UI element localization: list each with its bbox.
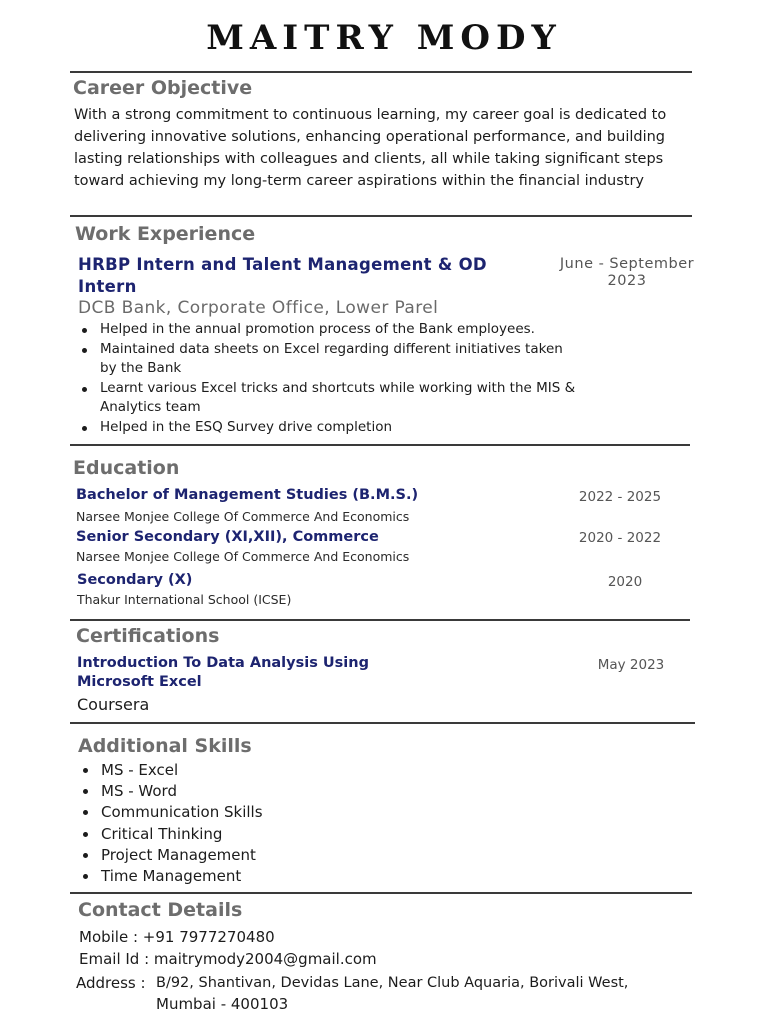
contact-address-label: Address : [76,974,146,992]
section-title-additional-skills: Additional Skills [78,735,252,757]
section-title-education: Education [73,457,180,479]
certification-course: Introduction To Data Analysis Using Microsoft Excel [77,655,369,690]
skill-item: MS - Excel [79,760,379,781]
certification-date: May 2023 [597,657,665,673]
job-dates: June - September 2023 [559,256,695,289]
skill-item: Communication Skills [79,802,379,823]
company-name: DCB Bank, Corporate Office, Lower Parel [78,298,439,318]
education-dates: 2020 - 2022 [578,530,662,546]
experience-bullets [78,320,583,437]
divider [70,892,692,894]
divider [70,215,692,217]
contact-address-line-1: B/92, Shantivan, Devidas Lane, Near Club Aquaria, Borivali West, [156,975,629,991]
experience-bullet: Maintained data sheets on Excel regarding different initiatives taken by the Bank [78,340,583,379]
education-degree: Senior Secondary (XI,XII), Commerce [76,529,379,545]
education-school: Thakur International School (ICSE) [77,592,292,607]
skills-list [79,760,379,887]
contact-address-line-2: Mumbai - 400103 [156,995,289,1013]
job-title: HRBP Intern and Talent Management & OD Intern [78,255,487,296]
education-school: Narsee Monjee College Of Commerce And Economics [76,509,410,524]
skill-item: Critical Thinking [79,824,379,845]
education-degree: Secondary (X) [77,572,193,588]
divider [70,71,692,73]
career-objective-text: With a strong commitment to continuous learning, my career goal is dedicated to delivering innovative solutions, enhancing operational performance, and building lasting relationships with colleagues and clients, all while taking significant steps toward achieving my long-term career aspirations within the financial industry [74,107,667,189]
education-degree: Bachelor of Management Studies (B.M.S.) [76,487,419,503]
skill-item: MS - Word [79,781,379,802]
divider [70,444,690,446]
certification-provider: Coursera [77,695,150,714]
experience-bullet: Helped in the ESQ Survey drive completion [78,418,583,438]
skill-item: Project Management [79,845,379,866]
contact-email: Email Id : maitrymody2004@gmail.com [79,950,377,968]
divider [70,619,690,621]
education-school: Narsee Monjee College Of Commerce And Economics [76,549,410,564]
contact-mobile: Mobile : +91 7977270480 [79,928,275,946]
resume-name: MAITRY MODY [206,18,562,58]
divider [70,722,695,724]
section-title-work-experience: Work Experience [75,223,256,245]
experience-bullet: Helped in the annual promotion process of the Bank employees. [78,320,583,340]
section-title-certifications: Certifications [76,625,220,647]
section-title-contact-details: Contact Details [78,899,243,921]
section-title-career-objective: Career Objective [73,77,253,99]
experience-bullet: Learnt various Excel tricks and shortcuts while working with the MIS & Analytics team [78,379,583,418]
education-dates: 2022 - 2025 [578,489,662,505]
education-dates: 2020 [607,574,643,590]
skill-item: Time Management [79,866,379,887]
